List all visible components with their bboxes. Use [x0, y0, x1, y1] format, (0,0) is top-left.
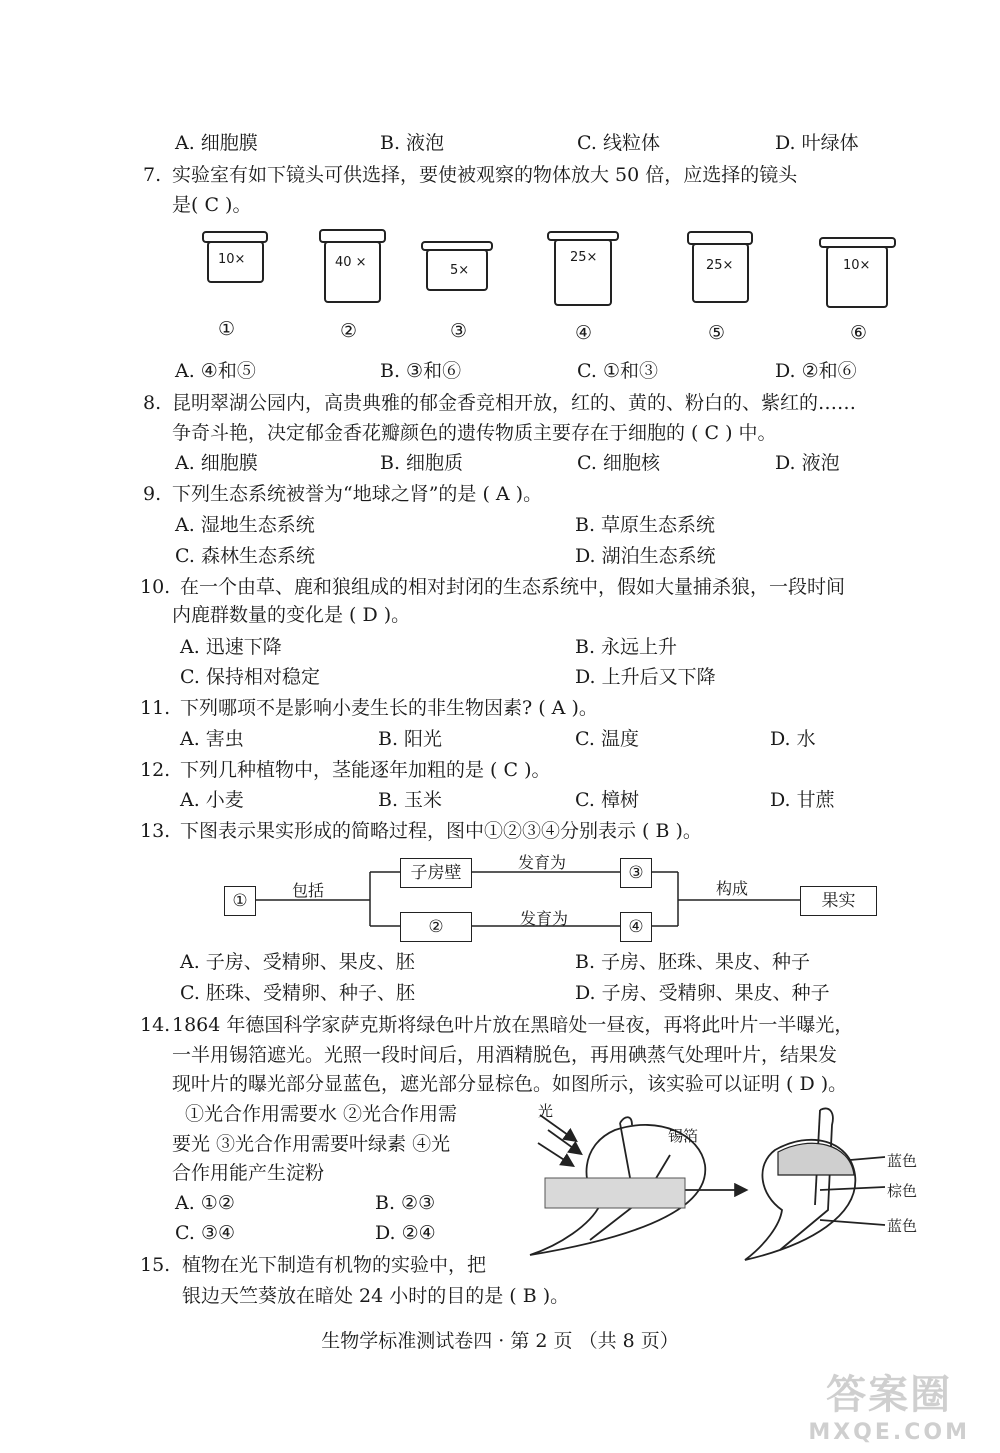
q10-option-c: C. 保持相对稳定: [180, 666, 320, 688]
q7-option-b: B. ③和⑥: [380, 360, 462, 382]
lens-2-number: ②: [340, 320, 358, 342]
q15-line2: 银边天竺葵放在暗处 24 小时的目的是 ( B )。: [182, 1285, 570, 1307]
q11-option-d: D. 水: [770, 728, 816, 750]
label-develop-2: 发育为: [520, 909, 569, 928]
lens-3-number: ③: [450, 320, 468, 342]
q8-option-d: D. 液泡: [775, 452, 840, 474]
q7-option-d: D. ②和⑥: [775, 360, 857, 382]
q12-number: 12.: [140, 759, 171, 781]
lens-4-label: 25×: [570, 250, 598, 265]
lens-4-number: ④: [575, 322, 593, 344]
lens-1-label: 10×: [218, 252, 246, 267]
q14-line2: 一半用锡箔遮光。光照一段时间后，用酒精脱色，再用碘蒸气处理叶片，结果发: [172, 1044, 838, 1066]
q11-option-b: B. 阳光: [378, 728, 443, 750]
q13-number: 13.: [140, 820, 171, 842]
q14-statement-2: 要光 ③光合作用需要叶绿素 ④光: [172, 1133, 451, 1155]
q14-option-b: B. ②③: [375, 1192, 436, 1214]
q12-option-d: D. 甘蔗: [770, 789, 835, 811]
lens-1-number: ①: [218, 318, 236, 340]
q8-line1: 昆明翠湖公园内，高贵典雅的郁金香竞相开放，红的、黄的、粉白的、紫红的……: [172, 392, 857, 414]
q7-number: 7.: [143, 164, 162, 186]
page-footer: 生物学标准测试卷四 · 第 2 页 （共 8 页）: [321, 1330, 679, 1352]
q10-option-b: B. 永远上升: [575, 636, 678, 658]
label-blue-1: 蓝色: [887, 1152, 918, 1170]
q11-number: 11.: [140, 697, 171, 719]
q14-line3: 现叶片的曝光部分显蓝色，遮光部分显棕色。如图所示，该实验可以证明 ( D )。: [172, 1073, 848, 1095]
q11-option-c: C. 温度: [575, 728, 639, 750]
q9-line1: 下列生态系统被誉为“地球之肾”的是 ( A )。: [172, 483, 543, 505]
q13-option-a: A. 子房、受精卵、果皮、胚: [180, 951, 415, 973]
q9-option-d: D. 湖泊生态系统: [575, 545, 716, 567]
watermark-url: MXQE.COM: [808, 1420, 970, 1445]
q14-option-c: C. ③④: [175, 1222, 236, 1244]
q12-line1: 下列几种植物中，茎能逐年加粗的是 ( C )。: [180, 759, 551, 781]
q12-option-a: A. 小麦: [180, 789, 244, 811]
box-fruit: 果实: [800, 886, 877, 916]
q14-line1: 1864 年德国科学家萨克斯将绿色叶片放在黑暗处一昼夜，再将此叶片一半曝光，: [172, 1014, 854, 1036]
q13-option-d: D. 子房、受精卵、果皮、种子: [575, 982, 830, 1004]
label-develop-1: 发育为: [518, 853, 567, 872]
box-1: ①: [224, 886, 256, 916]
q7-line2: 是( C )。: [172, 194, 252, 216]
q6-option-a: A. 细胞膜: [175, 132, 258, 154]
q15-number: 15.: [140, 1254, 171, 1276]
label-include: 包括: [292, 881, 325, 900]
q8-line2: 争奇斗艳，决定郁金香花瓣颜色的遗传物质主要存在于细胞的 ( C ) 中。: [172, 422, 777, 444]
q14-option-a: A. ①②: [175, 1192, 235, 1214]
label-foil: 锡箔: [668, 1127, 699, 1145]
q8-number: 8.: [143, 392, 162, 414]
q9-option-b: B. 草原生态系统: [575, 514, 716, 536]
q10-option-a: A. 迅速下降: [180, 636, 282, 658]
q10-line1: 在一个由草、鹿和狼组成的相对封闭的生态系统中，假如大量捕杀狼，一段时间: [180, 576, 846, 598]
lens-5-label: 25×: [706, 258, 734, 273]
q13-option-b: B. 子房、胚珠、果皮、种子: [575, 951, 811, 973]
q13-option-c: C. 胚珠、受精卵、种子、胚: [180, 982, 415, 1004]
q8-option-c: C. 细胞核: [577, 452, 660, 474]
q14-statement-3: 合作用能产生淀粉: [172, 1162, 325, 1184]
q7-option-c: C. ①和③: [577, 360, 658, 382]
lens-3-label: 5×: [450, 263, 470, 278]
q12-option-c: C. 樟树: [575, 789, 639, 811]
lens-5-number: ⑤: [708, 322, 726, 344]
q14-option-d: D. ②④: [375, 1222, 436, 1244]
label-compose: 构成: [716, 879, 749, 898]
q8-option-a: A. 细胞膜: [175, 452, 258, 474]
q10-number: 10.: [140, 576, 171, 598]
box-ovary-wall: 子房壁: [400, 858, 472, 888]
label-brown: 棕色: [887, 1182, 918, 1200]
watermark-logo: [808, 1363, 970, 1445]
q13-line1: 下图表示果实形成的简略过程，图中①②③④分别表示 ( B )。: [180, 820, 702, 842]
q11-option-a: A. 害虫: [180, 728, 244, 750]
q6-option-d: D. 叶绿体: [775, 132, 859, 154]
box-2: ②: [400, 912, 472, 942]
box-4: ④: [620, 912, 652, 942]
lens-6-number: ⑥: [850, 322, 868, 344]
q7-option-a: A. ④和⑤: [175, 360, 256, 382]
q14-number: 14.: [140, 1014, 171, 1036]
lens-2-label: 40 ×: [335, 255, 367, 270]
q8-option-b: B. 细胞质: [380, 452, 464, 474]
label-blue-2: 蓝色: [887, 1217, 918, 1235]
q9-option-c: C. 森林生态系统: [175, 545, 315, 567]
watermark-title: 答案圈: [826, 1372, 953, 1418]
q6-option-c: C. 线粒体: [577, 132, 660, 154]
leaf-experiment-figure: [520, 1095, 950, 1265]
box-3: ③: [620, 858, 652, 888]
q11-line1: 下列哪项不是影响小麦生长的非生物因素? ( A )。: [180, 697, 598, 719]
q9-option-a: A. 湿地生态系统: [175, 514, 315, 536]
q10-option-d: D. 上升后又下降: [575, 666, 716, 688]
q12-option-b: B. 玉米: [378, 789, 443, 811]
lens-6-label: 10×: [843, 258, 871, 273]
q7-line1: 实验室有如下镜头可供选择，要使被观察的物体放大 50 倍，应选择的镜头: [172, 164, 798, 186]
q15-line1: 植物在光下制造有机物的实验中，把: [182, 1254, 487, 1276]
label-light: 光: [538, 1102, 554, 1120]
q14-statement-1: ①光合作用需要水 ②光合作用需: [185, 1103, 458, 1125]
q9-number: 9.: [143, 483, 162, 505]
q6-option-b: B. 液泡: [380, 132, 445, 154]
q10-line2: 内鹿群数量的变化是 ( D )。: [172, 604, 411, 626]
